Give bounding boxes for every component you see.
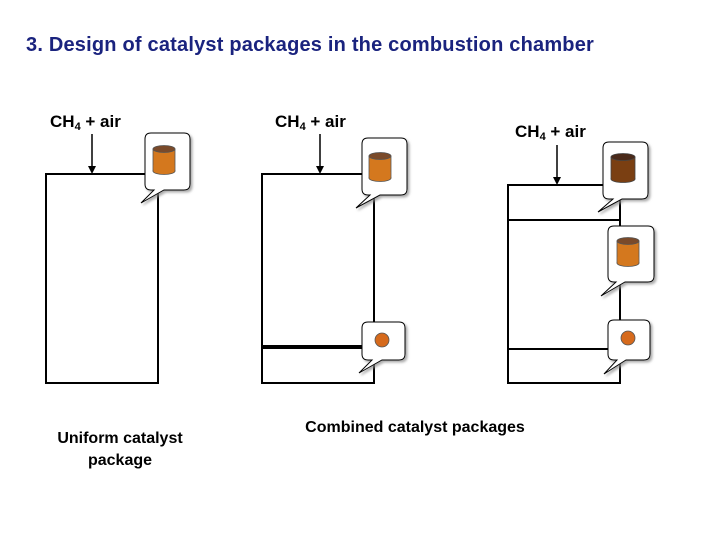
feed-subscript: 4 — [539, 131, 546, 143]
catalyst-cylinder-icon — [369, 153, 391, 182]
feed-species: CH — [50, 112, 75, 131]
slide-title: 3. Design of catalyst packages in the combustion chamber — [26, 34, 595, 56]
feed-suffix: + air — [305, 112, 346, 131]
callout-bubble-icon — [604, 320, 650, 374]
caption-combined-text: Combined catalyst packages — [305, 419, 525, 436]
combustion-chamber-combined-1 — [262, 174, 374, 383]
feed-suffix: + air — [545, 122, 586, 141]
caption-combined — [280, 417, 550, 439]
feed-species: CH — [275, 112, 300, 131]
caption-uniform-line-2: package — [87, 452, 153, 469]
feed-species: CH — [515, 122, 540, 141]
catalyst-sphere-icon — [375, 333, 389, 347]
feed-subscript: 4 — [74, 121, 81, 133]
catalyst-cylinder-icon — [153, 146, 175, 175]
caption-uniform — [30, 428, 210, 472]
caption-uniform-line-1: Uniform catalyst — [57, 430, 183, 447]
feed-subscript: 4 — [299, 121, 306, 133]
catalyst-cylinder-icon — [617, 238, 639, 267]
feed-suffix: + air — [80, 112, 121, 131]
combustion-chamber-uniform — [46, 174, 158, 383]
catalyst-sphere-icon — [621, 331, 635, 345]
combustion-chamber-combined-2 — [508, 185, 620, 383]
catalyst-cylinder-icon — [611, 154, 635, 183]
